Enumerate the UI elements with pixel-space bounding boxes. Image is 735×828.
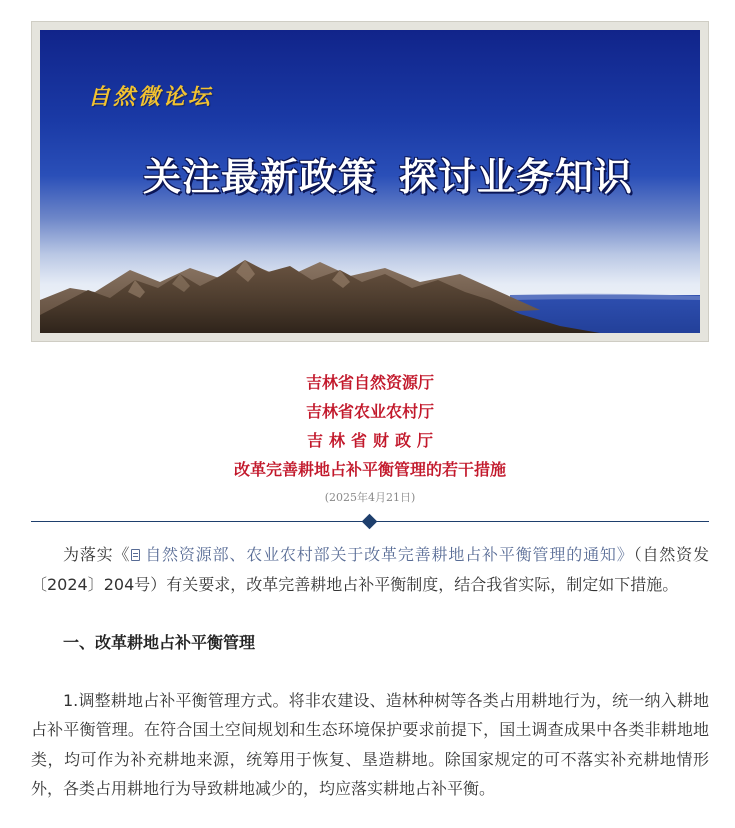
banner-background bbox=[40, 30, 700, 333]
document-date: (2025年4月21日) bbox=[324, 491, 416, 504]
document-header bbox=[31, 368, 709, 508]
intro-before: 为落实《 bbox=[63, 545, 131, 564]
article-body bbox=[31, 540, 709, 804]
section-divider bbox=[31, 514, 709, 530]
document-link-icon bbox=[131, 549, 140, 561]
slogan-part-1: 关注最新政策 bbox=[143, 155, 378, 199]
issuer-natural-resources: 吉林省自然资源厅 bbox=[305, 373, 434, 392]
issuer-agriculture: 吉林省农业农村厅 bbox=[305, 402, 434, 421]
intro-paragraph bbox=[31, 540, 709, 599]
divider-diamond-icon bbox=[362, 514, 378, 530]
paragraph-1: 1.调整耕地占补平衡管理方式。将非农建设、造林种树等各类占用耕地行为，统一纳入耕地占补平衡管理。在符合国土空间规划和生态环境保护要求前提下，国土调查成果中各类非耕地地类，均可作为补充耕地来源，统筹用于恢复、垦造耕地。除国家规定的可不落实补充耕地情形外，各类占用耕地行为导致耕地减少的，均应落实耕地占补平衡。 bbox=[31, 690, 709, 798]
banner-slogan bbox=[143, 146, 633, 201]
forum-name: 自然微论坛 bbox=[88, 84, 214, 110]
intro-after: （自然资发〔2024〕204号）有关要求，改革完善耕地占补平衡制度，结合我省实际，制定如下措施。 bbox=[31, 545, 709, 594]
slogan-part-2: 探讨业务知识 bbox=[399, 155, 634, 199]
banner-image bbox=[31, 21, 709, 342]
issuer-finance: 吉林省财政厅 bbox=[306, 431, 439, 450]
document-title: 改革完善耕地占补平衡管理的若干措施 bbox=[233, 460, 506, 479]
section-heading-1: 一、改革耕地占补平衡管理 bbox=[63, 633, 256, 652]
notice-link[interactable] bbox=[130, 545, 633, 564]
notice-link-text: 自然资源部、农业农村部关于改革完善耕地占补平衡管理的通知》 bbox=[144, 545, 634, 564]
